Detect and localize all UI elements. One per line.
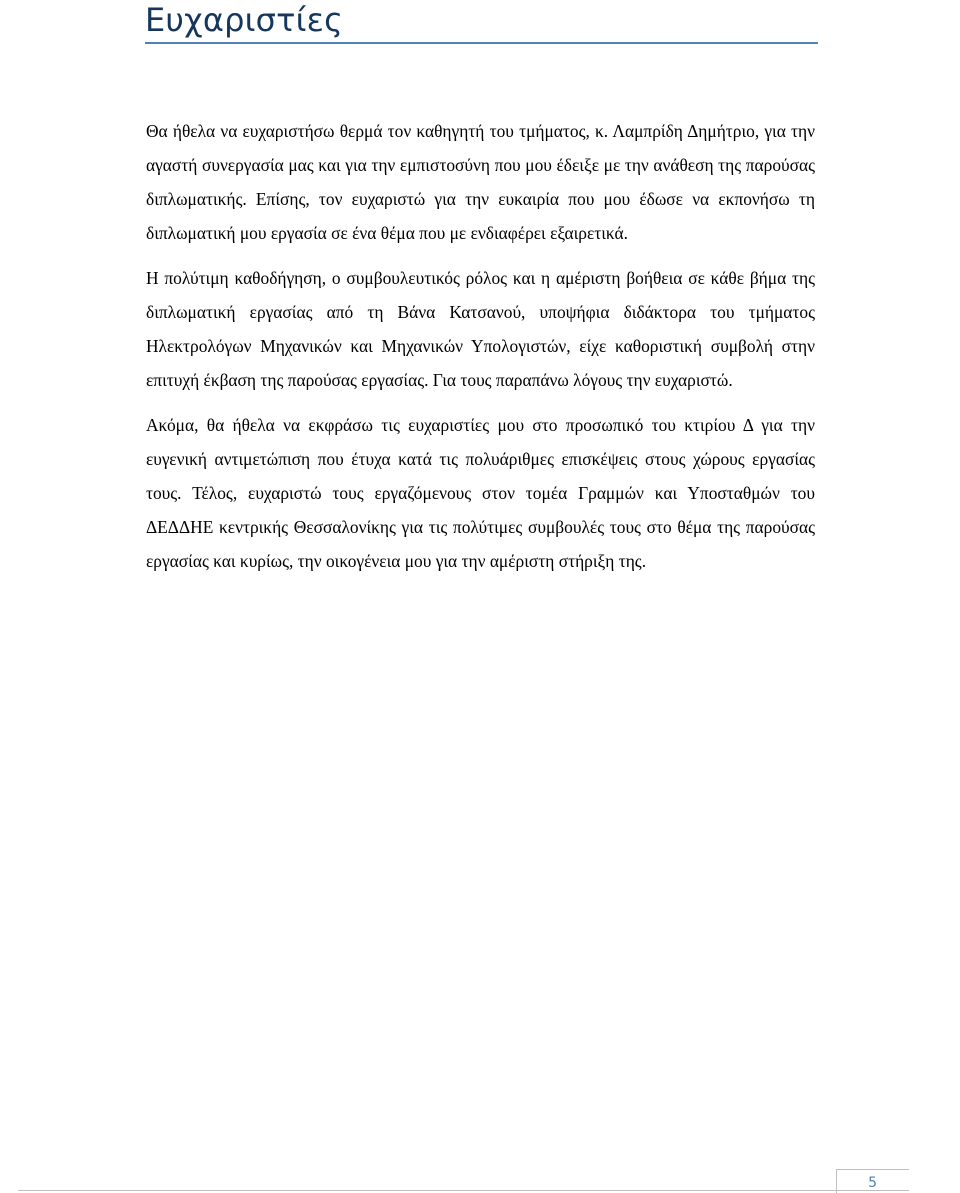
title-underline bbox=[145, 42, 818, 44]
page-number: 5 bbox=[868, 1175, 877, 1191]
paragraph-staff-thanks: Ακόμα, θα ήθελα να εκφράσω τις ευχαριστίες μου στο προσωπικό του κτιρίου Δ για την ευγενική αντιμετώπιση που έτυχα κατά τις πολυάριθμες επισκέψεις στους χώρους εργασίας τους. Τέλος, ευχαριστώ τους εργαζόμενους στον τομέα Γραμμών και Υποσταθμών του ΔΕΔΔΗΕ κεντρικής Θεσσαλονίκης για τις πολύτιμες συμβουλές τους στο θέμα της παρούσας εργασίας και κυρίως, την οικογένεια μου για την αμέριστη στήριξη της. bbox=[146, 415, 815, 571]
paragraph-supervisor-thanks: Η πολύτιμη καθοδήγηση, ο συμβουλευτικός ρόλος και η αμέριστη βοήθεια σε κάθε βήμα της διπλωματική εργασίας από τη Βάνα Κατσανού, υποψήφια διδάκτορα του τμήματος Ηλεκτρολόγων Μηχανικών και Μηχανικών Υπολογιστών, είχε καθοριστική συμβολή στην επιτυχή έκβαση της παρούσας εργασίας. Για τους παραπάνω λόγους την ευχαριστώ. bbox=[146, 268, 815, 390]
footer-rule bbox=[18, 1190, 909, 1191]
page-title: Ευχαριστίες bbox=[145, 1, 344, 39]
paragraph-professor-thanks: Θα ήθελα να ευχαριστήσω θερμά τον καθηγητή του τμήματος, κ. Λαμπρίδη Δημήτριο, για την αγαστή συνεργασία μας και για την εμπιστοσύνη που μου έδειξε με την ανάθεση της παρούσας διπλωματικής. Επίσης, τον ευχαριστώ για την ευκαιρία που μου έδωσε να εκπονήσω τη διπλωματική μου εργασία σε ένα θέμα που με ενδιαφέρει εξαιρετικά. bbox=[146, 121, 815, 243]
body-text bbox=[146, 114, 815, 589]
